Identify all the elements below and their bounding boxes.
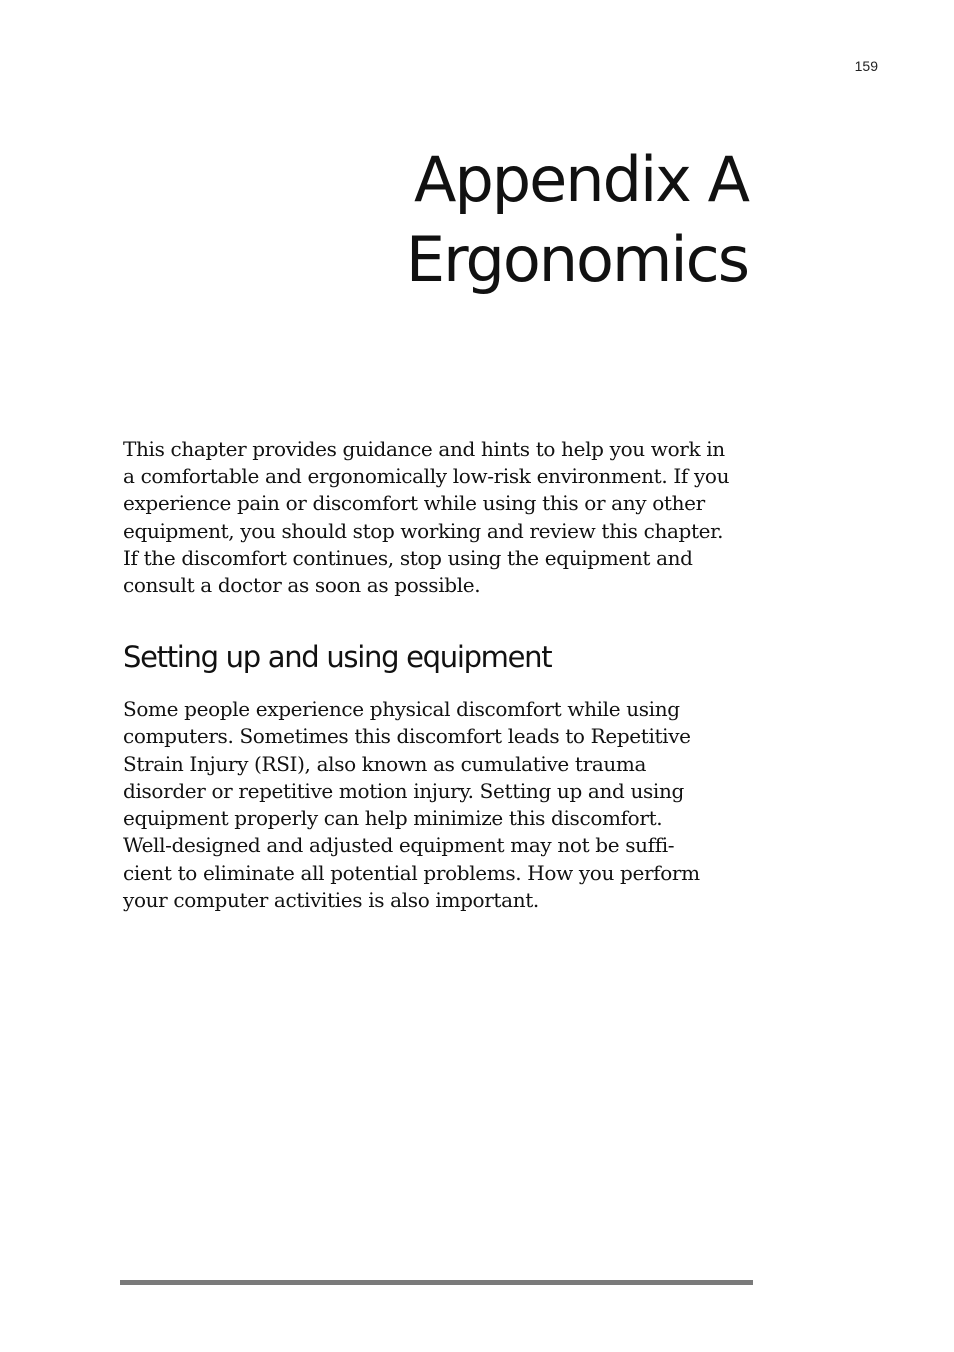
- footer-rule: [120, 1280, 753, 1285]
- page-number: 159: [854, 58, 878, 74]
- intro-line: If the discomfort continues, stop using the equipment and: [123, 545, 693, 570]
- section-line: computers. Sometimes this discomfort leads to Repetitive: [123, 724, 691, 749]
- section-line: Well-designed and adjusted equipment may not be suffi-: [123, 833, 675, 858]
- intro-line: consult a doctor as soon as possible.: [123, 573, 481, 598]
- section-line: disorder or repetitive motion injury. Setting up and using: [123, 778, 684, 803]
- section-heading: Setting up and using equipment: [123, 640, 552, 674]
- chapter-title: [406, 140, 748, 300]
- intro-line: a comfortable and ergonomically low-risk environment. If you: [123, 464, 730, 489]
- section-line: your computer activities is also important.: [123, 888, 539, 913]
- chapter-title-line-1: Appendix A: [414, 143, 748, 216]
- intro-paragraph: [123, 436, 763, 599]
- intro-line: This chapter provides guidance and hints to help you work in: [123, 437, 725, 461]
- section-line: Strain Injury (RSI), also known as cumulative trauma: [123, 751, 647, 776]
- section-line: cient to eliminate all potential problems. How you perform: [123, 860, 700, 885]
- chapter-title-line-2: Ergonomics: [405, 223, 748, 296]
- intro-line: experience pain or discomfort while using this or any other: [123, 491, 705, 516]
- intro-line: equipment, you should stop working and review this chapter.: [123, 518, 724, 543]
- section-line: equipment properly can help minimize this discomfort.: [123, 806, 663, 831]
- section-line: Some people experience physical discomfort while using: [123, 697, 680, 721]
- section-paragraph: [123, 696, 763, 914]
